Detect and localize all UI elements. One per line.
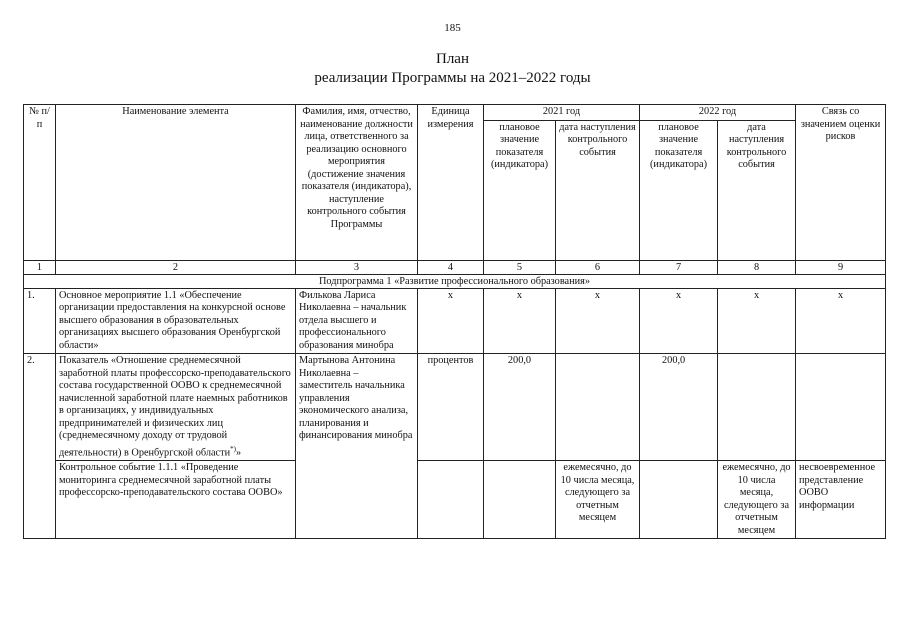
- element-name-end: »: [235, 446, 242, 458]
- column-number: 5: [484, 260, 556, 274]
- unit-cell: процентов: [418, 354, 484, 461]
- element-name: Контрольное событие 1.1.1 «Проведение мониторинга среднемесячной заработной платы профессорско-преподавательского состава ООВО»: [56, 461, 296, 539]
- plan-2022-cell: 200,0: [640, 354, 718, 461]
- header-plan-2022: плановое значение показателя (индикатора): [640, 120, 718, 260]
- subprogram-row: [24, 274, 886, 288]
- header-year-2022: 2022 год: [640, 105, 796, 121]
- date-2021-cell: [556, 354, 640, 461]
- column-number: 4: [418, 260, 484, 274]
- element-name: [56, 354, 296, 461]
- header-plan-2021: плановое значение показателя (индикатора): [484, 120, 556, 260]
- page-number: 185: [444, 22, 461, 34]
- column-number: 2: [56, 260, 296, 274]
- column-numbers-row: [24, 260, 886, 274]
- unit-cell: [418, 461, 484, 539]
- plan-2021-cell: 200,0: [484, 354, 556, 461]
- row-number: 2.: [24, 354, 56, 539]
- responsible-person: Филькова Лариса Николаевна – начальник отдела высшего и профессионального образования минобра: [296, 288, 418, 354]
- column-number: 9: [796, 260, 886, 274]
- plan-table: [23, 104, 886, 539]
- header-date-2022: дата наступления контрольного события: [718, 120, 796, 260]
- date-2022-cell: х: [718, 288, 796, 354]
- risk-cell: несвоевременное представление ООВО информации: [796, 461, 886, 539]
- unit-cell: х: [418, 288, 484, 354]
- plan-2022-cell: [640, 461, 718, 539]
- page-title: [0, 50, 905, 88]
- footnote-mark: *): [230, 444, 236, 453]
- plan-2021-cell: х: [484, 288, 556, 354]
- column-number: 3: [296, 260, 418, 274]
- header-year-2021: 2021 год: [484, 105, 640, 121]
- column-number: 6: [556, 260, 640, 274]
- subprogram-title: Подпрограмма 1 «Развитие профессионального образования»: [24, 274, 886, 288]
- header-date-2021: дата наступления контрольного события: [556, 120, 640, 260]
- header-responsible: Фамилия, имя, отчество, наименование должности лица, ответственного за реализацию основного мероприятия (достижение значения показателя (индикатора), наступление контрольного события Программы: [296, 105, 418, 261]
- risk-cell: х: [796, 288, 886, 354]
- header-name: Наименование элемента: [56, 105, 296, 261]
- title-line-2: реализации Программы на 2021–2022 годы: [314, 70, 591, 86]
- header-row-1: [24, 105, 886, 121]
- column-number: 1: [24, 260, 56, 274]
- element-name-text: Показатель «Отношение среднемесячной заработной платы профессорско-преподавательского состава государственной ООВО к среднемесячной начисленной заработной плате наемных работников в организациях, у индивидуальных предпринимателей и физических лиц (среднемесячному доходу от трудовой деятельности) в Оренбургской области: [59, 355, 291, 458]
- date-2022-cell: [718, 354, 796, 461]
- table-row: [24, 288, 886, 354]
- title-line-1: План: [435, 51, 469, 67]
- date-2022-cell: ежемесячно, до 10 числа месяца, следующего за отчетным месяцем: [718, 461, 796, 539]
- responsible-person: Мартынова Антонина Николаевна – заместитель начальника управления экономического анализа, планирования и финансирования минобра: [296, 354, 418, 539]
- header-num: № п/п: [24, 105, 56, 261]
- header-risk: Связь со значением оценки рисков: [796, 105, 886, 261]
- table-row: [24, 461, 886, 539]
- header-unit: Единица измерения: [418, 105, 484, 261]
- column-number: 8: [718, 260, 796, 274]
- plan-2021-cell: [484, 461, 556, 539]
- table-row: [24, 354, 886, 461]
- plan-2022-cell: х: [640, 288, 718, 354]
- date-2021-cell: х: [556, 288, 640, 354]
- row-number: 1.: [24, 288, 56, 354]
- date-2021-cell: ежемесячно, до 10 числа месяца, следующего за отчетным месяцем: [556, 461, 640, 539]
- element-name: Основное мероприятие 1.1 «Обеспечение организации предоставления на конкурсной основе высшего образования в образовательных организациях высшего образования Оренбургской области»: [56, 288, 296, 354]
- risk-cell: [796, 354, 886, 461]
- column-number: 7: [640, 260, 718, 274]
